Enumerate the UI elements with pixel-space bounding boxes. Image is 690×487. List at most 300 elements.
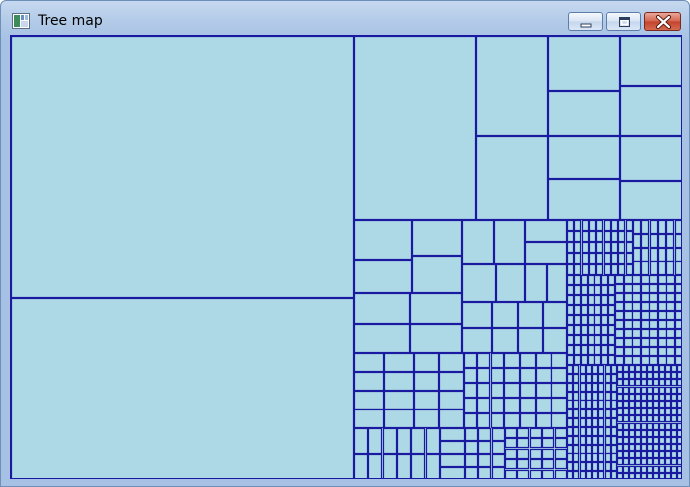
treemap-cell[interactable]: [618, 474, 623, 480]
treemap-cell[interactable]: [556, 450, 567, 459]
treemap-cell[interactable]: [625, 303, 633, 311]
treemap-cell[interactable]: [589, 356, 595, 365]
treemap-cell[interactable]: [636, 438, 641, 444]
treemap-cell[interactable]: [575, 254, 581, 264]
treemap-cell[interactable]: [606, 446, 611, 454]
treemap-cell[interactable]: [630, 445, 635, 451]
close-button[interactable]: [644, 12, 681, 31]
treemap-cell[interactable]: [521, 354, 536, 368]
treemap-cell[interactable]: [552, 354, 567, 368]
treemap-cell[interactable]: [574, 393, 579, 401]
treemap-cell[interactable]: [659, 262, 666, 275]
treemap-cell[interactable]: [479, 442, 491, 454]
treemap-cell[interactable]: [599, 428, 604, 436]
treemap-cell[interactable]: [630, 416, 635, 422]
treemap-cell[interactable]: [676, 294, 683, 302]
treemap-cell[interactable]: [618, 438, 623, 444]
treemap-cell[interactable]: [660, 409, 665, 415]
treemap-cell[interactable]: [582, 346, 588, 355]
treemap-cell[interactable]: [602, 306, 608, 315]
treemap-cell[interactable]: [574, 472, 579, 480]
treemap-cell[interactable]: [595, 336, 601, 345]
treemap-cell[interactable]: [624, 416, 629, 422]
treemap-cell[interactable]: [678, 366, 683, 372]
treemap-cell[interactable]: [672, 452, 677, 458]
treemap-cell[interactable]: [606, 384, 611, 392]
treemap-cell[interactable]: [385, 373, 414, 391]
treemap-cell[interactable]: [599, 419, 604, 427]
treemap-cell[interactable]: [666, 409, 671, 415]
treemap-cell[interactable]: [582, 326, 588, 335]
treemap-cell[interactable]: [575, 336, 581, 345]
treemap-cell[interactable]: [624, 438, 629, 444]
treemap-cell[interactable]: [465, 399, 477, 413]
treemap-cell[interactable]: [621, 87, 683, 136]
treemap-cell[interactable]: [654, 402, 659, 408]
treemap-cell[interactable]: [606, 393, 611, 401]
treemap-cell[interactable]: [369, 455, 382, 480]
treemap-cell[interactable]: [493, 303, 518, 328]
treemap-cell[interactable]: [654, 366, 659, 372]
treemap-cell[interactable]: [556, 439, 567, 448]
treemap-cell[interactable]: [618, 416, 623, 422]
treemap-cell[interactable]: [506, 471, 517, 480]
treemap-cell[interactable]: [619, 243, 625, 253]
treemap-cell[interactable]: [667, 276, 675, 284]
treemap-cell[interactable]: [612, 454, 617, 462]
treemap-cell[interactable]: [636, 366, 641, 372]
treemap-cell[interactable]: [642, 262, 649, 275]
treemap-cell[interactable]: [575, 356, 581, 365]
treemap-cell[interactable]: [440, 392, 464, 410]
treemap-cell[interactable]: [574, 384, 579, 392]
treemap-cell[interactable]: [595, 296, 601, 305]
treemap-cell[interactable]: [531, 450, 542, 459]
treemap-cell[interactable]: [660, 395, 665, 401]
treemap-cell[interactable]: [574, 437, 579, 445]
treemap-cell[interactable]: [672, 409, 677, 415]
treemap-cell[interactable]: [355, 429, 368, 454]
treemap-cell[interactable]: [650, 276, 658, 284]
treemap-cell[interactable]: [526, 221, 567, 242]
treemap-cell[interactable]: [609, 316, 615, 325]
treemap-cell[interactable]: [599, 446, 604, 454]
treemap-cell[interactable]: [466, 468, 478, 480]
treemap-cell[interactable]: [659, 339, 667, 347]
treemap-cell[interactable]: [355, 373, 384, 391]
treemap-cell[interactable]: [676, 276, 683, 284]
treemap-cell[interactable]: [654, 409, 659, 415]
treemap-cell[interactable]: [440, 373, 464, 391]
treemap-cell[interactable]: [479, 429, 491, 441]
treemap-cell[interactable]: [552, 399, 567, 413]
treemap-cell[interactable]: [599, 463, 604, 471]
treemap-cell[interactable]: [590, 254, 596, 264]
treemap-cell[interactable]: [612, 232, 618, 242]
treemap-cell[interactable]: [568, 384, 573, 392]
treemap-cell[interactable]: [654, 373, 659, 379]
treemap-cell[interactable]: [568, 221, 574, 231]
treemap-cell[interactable]: [619, 232, 625, 242]
treemap-cell[interactable]: [518, 460, 529, 469]
treemap-cell[interactable]: [493, 468, 505, 480]
treemap-cell[interactable]: [621, 37, 683, 86]
treemap-cell[interactable]: [427, 455, 440, 480]
treemap-cell[interactable]: [599, 472, 604, 480]
treemap-cell[interactable]: [678, 402, 683, 408]
treemap-cell[interactable]: [667, 330, 675, 338]
treemap-cell[interactable]: [654, 459, 659, 465]
treemap-cell[interactable]: [672, 395, 677, 401]
treemap-cell[interactable]: [630, 395, 635, 401]
treemap-cell[interactable]: [636, 431, 641, 437]
treemap-cell[interactable]: [666, 373, 671, 379]
treemap-cell[interactable]: [355, 455, 368, 480]
treemap-cell[interactable]: [606, 472, 611, 480]
treemap-cell[interactable]: [666, 366, 671, 372]
treemap-cell[interactable]: [463, 329, 492, 353]
treemap-cell[interactable]: [518, 429, 529, 438]
treemap-cell[interactable]: [659, 330, 667, 338]
treemap-cell[interactable]: [627, 254, 633, 264]
treemap-cell[interactable]: [636, 380, 641, 386]
treemap-cell[interactable]: [385, 410, 414, 428]
treemap-cell[interactable]: [676, 357, 683, 365]
treemap-cell[interactable]: [624, 424, 629, 430]
treemap-cell[interactable]: [660, 445, 665, 451]
treemap-cell[interactable]: [672, 431, 677, 437]
treemap-cell[interactable]: [666, 395, 671, 401]
treemap-cell[interactable]: [478, 354, 490, 368]
treemap-cell[interactable]: [427, 429, 440, 454]
treemap-cell[interactable]: [463, 265, 496, 302]
treemap-cell[interactable]: [633, 303, 641, 311]
treemap-cell[interactable]: [526, 265, 547, 302]
treemap-cell[interactable]: [642, 474, 647, 480]
treemap-cell[interactable]: [660, 416, 665, 422]
treemap-cell[interactable]: [630, 452, 635, 458]
treemap-cell[interactable]: [654, 431, 659, 437]
treemap-cell[interactable]: [618, 409, 623, 415]
treemap-cell[interactable]: [636, 459, 641, 465]
treemap-cell[interactable]: [466, 429, 478, 441]
treemap-cell[interactable]: [574, 410, 579, 418]
treemap-cell[interactable]: [589, 276, 595, 285]
treemap-cell[interactable]: [660, 459, 665, 465]
treemap-cell[interactable]: [574, 375, 579, 383]
treemap-cell[interactable]: [612, 401, 617, 409]
treemap-cell[interactable]: [624, 380, 629, 386]
treemap-cell[interactable]: [618, 395, 623, 401]
treemap-cell[interactable]: [477, 37, 548, 136]
treemap-cell[interactable]: [602, 336, 608, 345]
treemap-cell[interactable]: [666, 438, 671, 444]
treemap-cell[interactable]: [666, 388, 671, 394]
treemap-cell[interactable]: [612, 243, 618, 253]
treemap-cell[interactable]: [606, 419, 611, 427]
treemap-cell[interactable]: [650, 339, 658, 347]
treemap-cell[interactable]: [618, 366, 623, 372]
treemap-cell[interactable]: [583, 254, 589, 264]
treemap-cell[interactable]: [616, 294, 624, 302]
treemap-cell[interactable]: [612, 472, 617, 480]
treemap-cell[interactable]: [612, 221, 618, 231]
treemap-cell[interactable]: [676, 312, 683, 320]
treemap-cell[interactable]: [441, 468, 465, 480]
treemap-cell[interactable]: [384, 455, 397, 480]
treemap-cell[interactable]: [624, 395, 629, 401]
treemap-cell[interactable]: [581, 384, 586, 392]
treemap-cell[interactable]: [415, 392, 439, 410]
treemap-cell[interactable]: [672, 380, 677, 386]
treemap-cell[interactable]: [606, 366, 611, 374]
treemap-cell[interactable]: [537, 399, 552, 413]
title-bar[interactable]: [1, 1, 689, 35]
treemap-cell[interactable]: [597, 232, 603, 242]
treemap-cell[interactable]: [466, 455, 478, 467]
treemap-cell[interactable]: [355, 294, 410, 324]
treemap-cell[interactable]: [595, 276, 601, 285]
treemap-cell[interactable]: [582, 276, 588, 285]
treemap-cell[interactable]: [642, 431, 647, 437]
treemap-cell[interactable]: [575, 326, 581, 335]
treemap-cell[interactable]: [606, 401, 611, 409]
treemap-cell[interactable]: [587, 419, 592, 427]
treemap-cell[interactable]: [587, 401, 592, 409]
treemap-cell[interactable]: [630, 467, 635, 473]
treemap-cell[interactable]: [384, 429, 397, 454]
treemap-cell[interactable]: [599, 454, 604, 462]
treemap-cell[interactable]: [441, 455, 465, 467]
treemap-cell[interactable]: [642, 452, 647, 458]
treemap-cell[interactable]: [599, 393, 604, 401]
treemap-cell[interactable]: [676, 262, 683, 275]
treemap-cell[interactable]: [672, 467, 677, 473]
treemap-cell[interactable]: [660, 452, 665, 458]
treemap-cell[interactable]: [634, 249, 641, 262]
treemap-cell[interactable]: [556, 471, 567, 480]
treemap-cell[interactable]: [612, 463, 617, 471]
treemap-cell[interactable]: [412, 455, 425, 480]
treemap-cell[interactable]: [493, 429, 505, 441]
treemap-cell[interactable]: [441, 429, 465, 441]
treemap-cell[interactable]: [609, 346, 615, 355]
treemap-cell[interactable]: [659, 276, 667, 284]
treemap-cell[interactable]: [678, 438, 683, 444]
treemap-cell[interactable]: [676, 285, 683, 293]
treemap-cell[interactable]: [478, 384, 490, 398]
treemap-cell[interactable]: [593, 419, 598, 427]
treemap-cell[interactable]: [415, 410, 439, 428]
treemap-cell[interactable]: [642, 366, 647, 372]
treemap-cell[interactable]: [543, 439, 554, 448]
treemap-cell[interactable]: [544, 329, 567, 353]
treemap-cell[interactable]: [666, 452, 671, 458]
treemap-cell[interactable]: [521, 384, 536, 398]
treemap-cell[interactable]: [612, 375, 617, 383]
treemap-cell[interactable]: [587, 375, 592, 383]
treemap-cell[interactable]: [593, 454, 598, 462]
treemap-cell[interactable]: [609, 326, 615, 335]
treemap-cell[interactable]: [650, 357, 658, 365]
treemap-cell[interactable]: [624, 474, 629, 480]
treemap-cell[interactable]: [549, 137, 620, 179]
treemap-cell[interactable]: [466, 442, 478, 454]
treemap-cell[interactable]: [630, 424, 635, 430]
treemap-cell[interactable]: [642, 424, 647, 430]
treemap-cell[interactable]: [543, 460, 554, 469]
treemap-cell[interactable]: [659, 357, 667, 365]
treemap-cell[interactable]: [659, 348, 667, 356]
treemap-cell[interactable]: [531, 429, 542, 438]
treemap-cell[interactable]: [575, 306, 581, 315]
treemap-cell[interactable]: [479, 455, 491, 467]
treemap-cell[interactable]: [355, 325, 410, 353]
treemap-cell[interactable]: [630, 409, 635, 415]
treemap-cell[interactable]: [575, 232, 581, 242]
treemap-cell[interactable]: [355, 261, 412, 293]
treemap-cell[interactable]: [595, 306, 601, 315]
treemap-cell[interactable]: [660, 467, 665, 473]
treemap-cell[interactable]: [667, 321, 675, 329]
treemap-cell[interactable]: [465, 354, 477, 368]
treemap-cell[interactable]: [595, 346, 601, 355]
treemap-cell[interactable]: [642, 395, 647, 401]
treemap-cell[interactable]: [634, 221, 641, 234]
treemap-cell[interactable]: [606, 463, 611, 471]
treemap-cell[interactable]: [634, 235, 641, 248]
treemap-cell[interactable]: [654, 438, 659, 444]
treemap-cell[interactable]: [666, 445, 671, 451]
treemap-cell[interactable]: [552, 414, 567, 428]
treemap-cell[interactable]: [583, 232, 589, 242]
treemap-cell[interactable]: [650, 285, 658, 293]
treemap-cell[interactable]: [627, 243, 633, 253]
treemap-cell[interactable]: [582, 286, 588, 295]
treemap-cell[interactable]: [587, 446, 592, 454]
treemap-cell[interactable]: [612, 419, 617, 427]
treemap-cell[interactable]: [678, 380, 683, 386]
treemap-cell[interactable]: [589, 336, 595, 345]
treemap-cell[interactable]: [678, 373, 683, 379]
treemap-cell[interactable]: [633, 357, 641, 365]
treemap-cell[interactable]: [648, 452, 653, 458]
treemap-cell[interactable]: [630, 438, 635, 444]
treemap-cell[interactable]: [636, 373, 641, 379]
treemap-cell[interactable]: [355, 37, 476, 220]
treemap-cell[interactable]: [581, 463, 586, 471]
treemap-cell[interactable]: [616, 303, 624, 311]
treemap-cell[interactable]: [583, 243, 589, 253]
treemap-cell[interactable]: [616, 339, 624, 347]
treemap-cell[interactable]: [463, 221, 494, 264]
treemap-cell[interactable]: [676, 221, 683, 234]
treemap-cell[interactable]: [654, 388, 659, 394]
treemap-cell[interactable]: [636, 409, 641, 415]
treemap-cell[interactable]: [568, 446, 573, 454]
treemap-cell[interactable]: [627, 221, 633, 231]
treemap-cell[interactable]: [672, 438, 677, 444]
treemap-cell[interactable]: [678, 459, 683, 465]
treemap-cell[interactable]: [666, 431, 671, 437]
treemap-cell[interactable]: [618, 445, 623, 451]
treemap-cell[interactable]: [597, 243, 603, 253]
treemap-cell[interactable]: [543, 471, 554, 480]
treemap-cell[interactable]: [593, 428, 598, 436]
treemap-cell[interactable]: [495, 221, 525, 264]
treemap-cell[interactable]: [574, 419, 579, 427]
treemap-cell[interactable]: [548, 265, 567, 302]
treemap-cell[interactable]: [642, 285, 650, 293]
treemap-cell[interactable]: [642, 235, 649, 248]
treemap-cell[interactable]: [633, 321, 641, 329]
treemap-cell[interactable]: [676, 235, 683, 248]
treemap-cell[interactable]: [492, 399, 504, 413]
treemap-cell[interactable]: [589, 326, 595, 335]
treemap-cell[interactable]: [587, 366, 592, 374]
treemap-cell[interactable]: [651, 221, 658, 234]
treemap-cell[interactable]: [602, 296, 608, 305]
treemap-cell[interactable]: [625, 330, 633, 338]
treemap-cell[interactable]: [478, 399, 490, 413]
treemap-cell[interactable]: [660, 373, 665, 379]
treemap-cell[interactable]: [556, 429, 567, 438]
treemap-cell[interactable]: [506, 450, 517, 459]
treemap-cell[interactable]: [621, 137, 683, 181]
treemap-cell[interactable]: [642, 330, 650, 338]
treemap-cell[interactable]: [616, 321, 624, 329]
treemap-cell[interactable]: [599, 410, 604, 418]
treemap-cell[interactable]: [636, 424, 641, 430]
treemap-cell[interactable]: [630, 366, 635, 372]
treemap-cell[interactable]: [568, 336, 574, 345]
treemap-cell[interactable]: [593, 366, 598, 374]
treemap-cell[interactable]: [531, 460, 542, 469]
treemap-cell[interactable]: [659, 235, 666, 248]
treemap-cell[interactable]: [582, 316, 588, 325]
treemap-cell[interactable]: [630, 474, 635, 480]
treemap-cell[interactable]: [667, 249, 674, 262]
treemap-cell[interactable]: [648, 424, 653, 430]
treemap-cell[interactable]: [479, 468, 491, 480]
treemap-cell[interactable]: [636, 388, 641, 394]
treemap-cell[interactable]: [678, 474, 683, 480]
treemap-cell[interactable]: [676, 249, 683, 262]
treemap-cell[interactable]: [627, 232, 633, 242]
treemap-cell[interactable]: [630, 402, 635, 408]
treemap-cell[interactable]: [616, 330, 624, 338]
treemap-cell[interactable]: [477, 137, 548, 220]
treemap-cell[interactable]: [478, 369, 490, 383]
treemap-cell[interactable]: [648, 445, 653, 451]
treemap-cell[interactable]: [609, 276, 615, 285]
treemap-cell[interactable]: [672, 474, 677, 480]
treemap-cell[interactable]: [625, 285, 633, 293]
treemap-cell[interactable]: [556, 460, 567, 469]
treemap-cell[interactable]: [636, 467, 641, 473]
treemap-cell[interactable]: [537, 384, 552, 398]
treemap-cell[interactable]: [587, 428, 592, 436]
treemap-cell[interactable]: [642, 348, 650, 356]
treemap-cell[interactable]: [463, 303, 492, 328]
treemap-cell[interactable]: [650, 330, 658, 338]
treemap-cell[interactable]: [581, 366, 586, 374]
treemap-cell[interactable]: [667, 262, 674, 275]
treemap-cell[interactable]: [597, 254, 603, 264]
treemap-cell[interactable]: [581, 410, 586, 418]
treemap-cell[interactable]: [648, 366, 653, 372]
treemap-cell[interactable]: [630, 388, 635, 394]
